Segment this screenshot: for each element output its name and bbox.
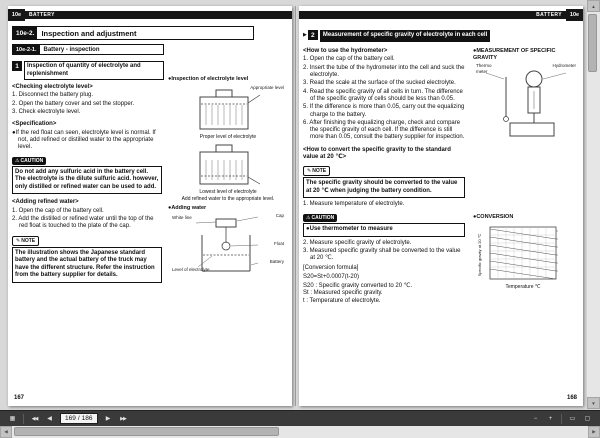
subsection-title-row: [12, 44, 164, 55]
formula-title: [Conversion formula]: [303, 264, 359, 271]
conversion-chart-svg: [474, 223, 578, 301]
toolbar-separator: [23, 414, 24, 424]
battery-diagram-svg: [172, 85, 284, 133]
numbered-section-row: [12, 61, 164, 80]
horizontal-scroll-thumb[interactable]: [14, 427, 279, 436]
figure-column: [168, 76, 288, 275]
subheading: <Adding refined water>: [12, 199, 79, 206]
numbered-section-row: [303, 30, 579, 42]
section-title-row: [12, 26, 254, 40]
chapter-tab: 10e: [566, 9, 583, 21]
document-page-right: [299, 6, 583, 406]
subsection-code: 10e-2-1.: [13, 45, 40, 54]
text-column: [12, 84, 162, 283]
page-number-input[interactable]: [60, 413, 98, 424]
note-box: The specific gravity should be converted to the value at 20 ℃ when judging the battery condition.: [303, 177, 465, 198]
figure-caption: Proper level of electrolyte: [199, 133, 257, 140]
caution-label: CAUTION: [20, 157, 44, 164]
figure-hydrometer: [476, 63, 576, 139]
figure-lowest-level: [172, 142, 284, 188]
step: 4. Read the specific gravity of all cells in turn. The difference of the specific gravity of cells should be less than 0.05.: [303, 88, 463, 102]
horizontal-scroll-track[interactable]: [12, 426, 588, 438]
formula-legend: t : Temperature of electrolyte.: [303, 297, 381, 304]
subsection-title: Battery - inspection: [43, 46, 100, 53]
note-badge-row: [303, 166, 465, 176]
scroll-left-button[interactable]: ◀: [0, 426, 12, 438]
toolbar-separator: [561, 414, 562, 424]
step: 2. Add the distilled or refined water until the top of the red float is touched to the plate of the cap.: [12, 215, 154, 230]
caution-badge-row: [12, 157, 162, 165]
step: 1. Measure temperature of electrolyte.: [303, 201, 405, 208]
caution-icon: ⚠: [306, 214, 311, 221]
subheading: <How to convert the specific gravity to the standard value at 20 ℃>: [303, 146, 451, 161]
figure-callout: Thermo meter: [476, 63, 492, 74]
caution-badge: [303, 214, 337, 222]
page-header-title: BATTERY: [29, 12, 55, 18]
figure-proper-level: [172, 85, 284, 133]
note-badge: [303, 166, 330, 176]
chart-ylabel: Specific gravity at 20 ℃: [477, 233, 482, 276]
scroll-right-button[interactable]: ▶: [588, 426, 600, 438]
step: 6. After finishing the equalizing charge, check and compare the specific gravity of each cell. If the difference is still more than 0.05, consult the battery supplier for inspection.: [303, 119, 465, 141]
section-title: Inspection and adjustment: [41, 28, 137, 38]
step: 1. Disconnect the battery plug.: [12, 92, 94, 99]
step: 1. Open the cap of the battery cell.: [12, 207, 104, 214]
section-number-badge: 1: [12, 61, 22, 71]
note-icon: ✎: [307, 168, 312, 175]
zoom-out-button[interactable]: −: [533, 415, 538, 422]
step: 1. Open the cap of the battery cell.: [303, 56, 395, 63]
specification-text: ●If the red float can seen, electrolyte level is normal. If not, add refined or distilled water to the appropriate level.: [12, 129, 156, 151]
fit-page-button[interactable]: ▢: [584, 416, 591, 422]
page-separator: /: [77, 415, 80, 422]
subheading: <How to use the hydrometer>: [303, 48, 388, 54]
step: 3. Measured specific gravity shall be converted to the value at 20 ℃.: [303, 247, 461, 262]
step: 5. If the difference is more than 0.05, carry out the equalizing charge to the battery.: [303, 104, 465, 118]
viewer-toolbar: [0, 410, 600, 426]
cap-float-diagram-svg: [172, 213, 284, 275]
chapter-tab: 10e: [8, 9, 25, 21]
section-heading: Measurement of specific gravity of electrolyte in each cell: [320, 30, 490, 42]
figure-callout: White line: [172, 215, 192, 221]
figure-group-title: ●MEASUREMENT OF SPECIFIC GRAVITY: [473, 48, 556, 61]
subheading: <Specification>: [12, 121, 57, 128]
note-box: The illustration shows the Japanese standard battery and the actual battery of the truck may have the different structure. Refer the instruction from the battery supplier for details.: [12, 247, 162, 283]
last-page-button[interactable]: ▶▶: [120, 415, 126, 422]
caution-badge-row: [303, 214, 465, 222]
formula: S20=St+0.0007(t-20): [303, 273, 360, 280]
chart-title: ●CONVERSION: [473, 214, 514, 220]
fit-width-button[interactable]: ▭: [569, 416, 576, 422]
caution-label: CAUTION: [311, 214, 335, 221]
step: 3. Read the scale at the surface of the sucked electrolyte.: [303, 80, 456, 87]
total-pages-value: 186: [81, 415, 93, 422]
first-page-button[interactable]: ◀◀: [31, 415, 38, 422]
figure-group-title: ●Inspection of electrolyte level: [168, 76, 249, 82]
scroll-up-button[interactable]: ▲: [587, 0, 600, 12]
page-number: 168: [566, 395, 577, 401]
caution-box: ●Use thermometer to measure: [303, 223, 465, 237]
caution-badge: [12, 157, 46, 165]
document-page-left: [8, 6, 292, 406]
horizontal-scrollbar[interactable]: [0, 426, 600, 438]
subheading: <Checking electrolyte level>: [12, 84, 93, 90]
step: 2. Open the battery cover and set the stopper.: [12, 100, 135, 107]
figure-group-title: ●Adding water: [168, 204, 207, 211]
caution-box: Do not add any sulfuric acid in the battery cell. The electrolyte is the dilute sulfuric acid. however, only distilled or refined water can be used to add.: [12, 166, 162, 195]
figure-column: [473, 48, 579, 139]
figure-callout: Battery: [269, 259, 284, 265]
figure-callout: Appropriate level: [250, 84, 284, 90]
section-heading: Inspection of quantity of electrolyte and replenishment: [24, 61, 164, 80]
caution-icon: ⚠: [15, 157, 20, 164]
section-arrow-icon: ▶: [303, 32, 307, 38]
chart-xlabel: Temperature ℃: [505, 283, 541, 290]
note-badge-row: [12, 236, 162, 246]
current-page-value: 169: [65, 415, 76, 422]
next-page-button[interactable]: ▶: [105, 416, 111, 422]
note-icon: ✎: [16, 237, 21, 244]
scroll-down-button[interactable]: ▼: [587, 397, 600, 409]
figure-callout: Level of electrolyte: [172, 267, 210, 273]
vertical-scrollbar[interactable]: [587, 0, 600, 409]
previous-page-button[interactable]: ◀: [47, 416, 52, 422]
figure-adding-water: [172, 213, 284, 275]
note-badge: [12, 236, 39, 246]
section-code: 10e-2.: [13, 27, 37, 39]
page-gap-divider: [295, 6, 296, 406]
step: 2. Insert the tube of the hydrometer into the cell and suck the electrolyte.: [303, 64, 465, 78]
hydrometer-diagram-svg: [476, 63, 576, 139]
battery-diagram-svg: [172, 142, 284, 188]
figure-note: Add refined water to the appropriate level.: [181, 195, 275, 202]
figure-callout: Cap: [275, 213, 284, 219]
section-number-badge: 2: [308, 30, 318, 40]
conversion-chart-figure: [474, 223, 578, 301]
figure-caption: Lowest level of electrolyte: [199, 188, 257, 195]
zoom-in-button[interactable]: +: [548, 415, 553, 422]
step: 3. Check electrolyte level.: [12, 108, 81, 115]
formula-legend: St : Measured specific gravity.: [303, 290, 383, 297]
note-label: NOTE: [312, 168, 327, 175]
conversion-chart-block: [473, 214, 579, 301]
note-label: NOTE: [21, 237, 36, 244]
page-number: 167: [14, 395, 25, 401]
vertical-scroll-track[interactable]: [587, 12, 600, 397]
formula-legend: S20 : Specific gravity converted to 20 ℃.: [303, 283, 413, 290]
figure-callout: Hydrometer: [552, 63, 576, 69]
vertical-scroll-thumb[interactable]: [588, 14, 597, 72]
figure-callout: Float: [273, 241, 284, 247]
thumbnails-button[interactable]: ▦: [9, 416, 16, 422]
step: 2. Measure specific gravity of electrolyte.: [303, 239, 412, 246]
page-header-title: BATTERY: [536, 12, 562, 18]
text-column: [303, 48, 465, 305]
